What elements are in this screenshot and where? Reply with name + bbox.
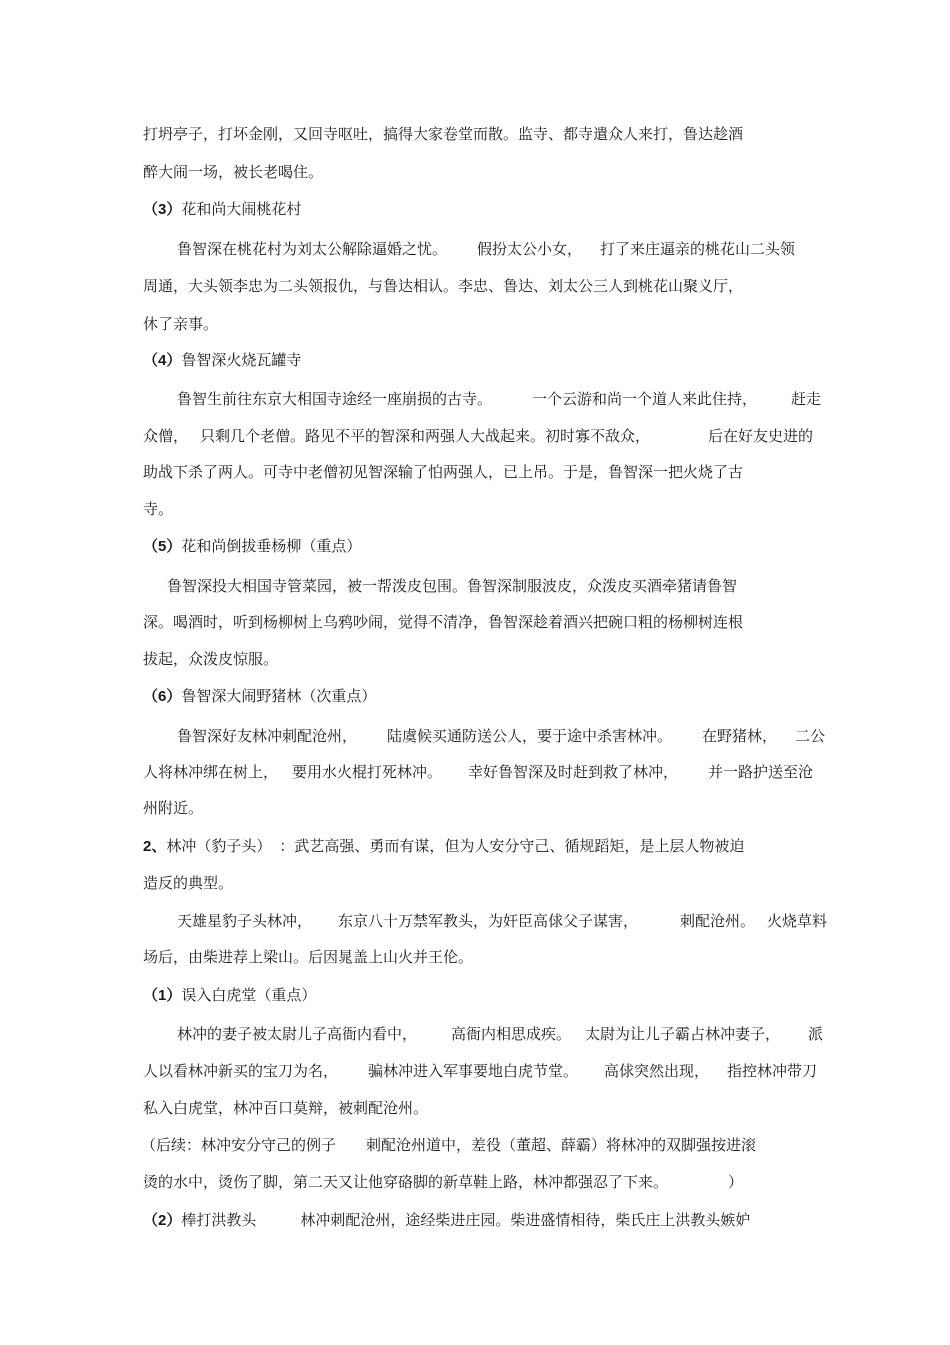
paragraph-line [177, 911, 828, 931]
text-span: 陆虞候买通防送公人，要于途中杀害林冲。 [387, 727, 673, 745]
text-span: 赶走 [791, 390, 822, 408]
text-span: 鲁智生前往东京大相国寺途经一座崩损的古寺。 [177, 390, 493, 408]
topic-heading-1 [143, 985, 316, 1006]
topic-text: 林冲刺配沧州，途经柴进庄园。柴进盛情相待，柴氏庄上洪教头嫉妒 [300, 1211, 751, 1229]
text-span: 假扮太公小女， [477, 240, 583, 258]
text-span: 东京八十万禁军教头，为奸臣高俅父子谋害， [338, 912, 639, 930]
text-span: 鲁智深好友林冲刺配沧州， [177, 727, 358, 745]
section-number: （3） [143, 201, 182, 218]
text-span: 只剩几个老僧。路见不平的智深和两强人大战起来。初时寡不敌众， [200, 427, 651, 445]
paragraph-line: 场后，由柴进荐上梁山。后因晁盖上山火并王伦。 [143, 948, 474, 966]
paragraph-line [177, 389, 822, 409]
text-span: ） [728, 1173, 744, 1191]
text-span: 太尉为让儿子霸占林冲妻子， [585, 1025, 781, 1043]
note-line [143, 1172, 810, 1192]
character-description: ：武艺高强、勇而有谋，但为人安分守己、循规蹈矩，是上层人物被迫 [279, 837, 745, 855]
paragraph-line [143, 1061, 818, 1081]
character-name: 林冲（豹子头） [166, 837, 272, 855]
paragraph-line: 打坍亭子，打坏金刚，又回寺呕吐，搞得大家卷堂而散。监寺、都寺遣众人来打，鲁达趁酒 [143, 125, 744, 143]
text-span: 林冲的妻子被太尉儿子高衙内看中， [177, 1025, 418, 1043]
paragraph-line: 醉大闹一场，被长老喝住。 [143, 163, 324, 181]
section-number: （5） [143, 538, 182, 555]
section-title: 鲁智深大闹野猪林（次重点） [181, 687, 377, 705]
paragraph-line: 休了亲事。 [143, 315, 219, 333]
text-span: 烫的水中，烫伤了脚，第二天又让他穿硌脚的新草鞋上路，林冲都强忍了下来。 [143, 1173, 669, 1191]
paragraph-line [177, 1024, 824, 1044]
section-heading-4 [143, 350, 301, 371]
text-span: 幸好鲁智深及时赶到救了林冲， [468, 763, 679, 781]
section-title: 花和尚倒拔垂杨柳（重点） [181, 537, 362, 555]
section-title: 花和尚大闹桃花村 [181, 200, 302, 218]
section-number: （6） [143, 688, 182, 705]
text-span: 指控林冲带刀 [727, 1062, 818, 1080]
text-span: 人以看林冲新买的宝刀为名， [143, 1062, 339, 1080]
text-span: 一个云游和尚一个道人来此住持， [532, 390, 758, 408]
section-heading-6 [143, 686, 376, 707]
text-span: （后续：林冲安分守己的例子 [141, 1136, 337, 1154]
paragraph-line: 造反的典型。 [143, 874, 234, 892]
text-span: 骗林冲进入军事要地白虎节堂。 [368, 1062, 579, 1080]
character-number: 2、 [143, 838, 167, 855]
paragraph-line: 私入白虎堂，林冲百口莫辩，被刺配沧州。 [143, 1099, 429, 1117]
section-number: （4） [143, 352, 182, 369]
text-span: 打了来庄逼亲的桃花山二头领 [600, 240, 796, 258]
topic-number: （1） [143, 987, 182, 1004]
character-heading-2 [143, 836, 744, 857]
paragraph-line [143, 426, 814, 446]
paragraph-line: 拔起，众泼皮惊服。 [143, 650, 279, 668]
text-span: 并一路护送至沧 [708, 763, 814, 781]
text-span: 天雄星豹子头林冲， [177, 912, 313, 930]
text-span: 刺配沧州道中，差役（董超、薛霸）将林冲的双脚强按进滚 [366, 1136, 757, 1154]
text-span: 要用水火棍打死林冲。 [292, 763, 443, 781]
paragraph-line [177, 239, 810, 259]
topic-number: （2） [143, 1212, 182, 1229]
text-span: 人将林冲绑在树上， [143, 763, 279, 781]
section-heading-3 [143, 199, 301, 220]
text-span: 派 [808, 1025, 824, 1043]
paragraph-line [143, 762, 814, 782]
text-span: 二公 [795, 727, 826, 745]
text-span: 鲁智深在桃花村为刘太公解除逼婚之忧。 [177, 240, 448, 258]
topic-title: 棒打洪教头 [181, 1211, 257, 1229]
paragraph-line: 鲁智深投大相国寺管菜园，被一帮泼皮包围。鲁智深制服波皮，众泼皮买酒牵猪请鲁智 [167, 577, 738, 595]
paragraph-line: 寺。 [143, 500, 174, 518]
paragraph-line [177, 726, 826, 746]
paragraph-line: 州附近。 [143, 799, 204, 817]
text-span: 刺配沧州。 [680, 912, 756, 930]
text-span: 高衙内相思成疾。 [451, 1025, 572, 1043]
topic-heading-2 [143, 1210, 750, 1231]
text-span: 后在好友史进的 [708, 427, 814, 445]
section-heading-5 [143, 536, 361, 557]
paragraph-line: 深。喝酒时，听到杨柳树上乌鸦吵闹，觉得不清净，鲁智深趁着酒兴把碗口粗的杨柳树连根 [143, 613, 744, 631]
paragraph-line: 助战下杀了两人。可寺中老僧初见智深输了怕两强人，已上吊。于是，鲁智深一把火烧了古 [143, 463, 744, 481]
text-span: 在野猪林， [702, 727, 778, 745]
text-span: 高俅突然出现， [604, 1062, 710, 1080]
text-span: 火烧草料 [767, 912, 828, 930]
topic-title: 误入白虎堂（重点） [181, 986, 317, 1004]
section-title: 鲁智深火烧瓦罐寺 [181, 351, 302, 369]
text-span: 众僧， [143, 427, 189, 445]
paragraph-line: 周通，大头领李忠为二头领报仇，与鲁达相认。李忠、鲁达、刘太公三人到桃花山聚义厅， [143, 277, 744, 295]
note-line [141, 1135, 810, 1155]
